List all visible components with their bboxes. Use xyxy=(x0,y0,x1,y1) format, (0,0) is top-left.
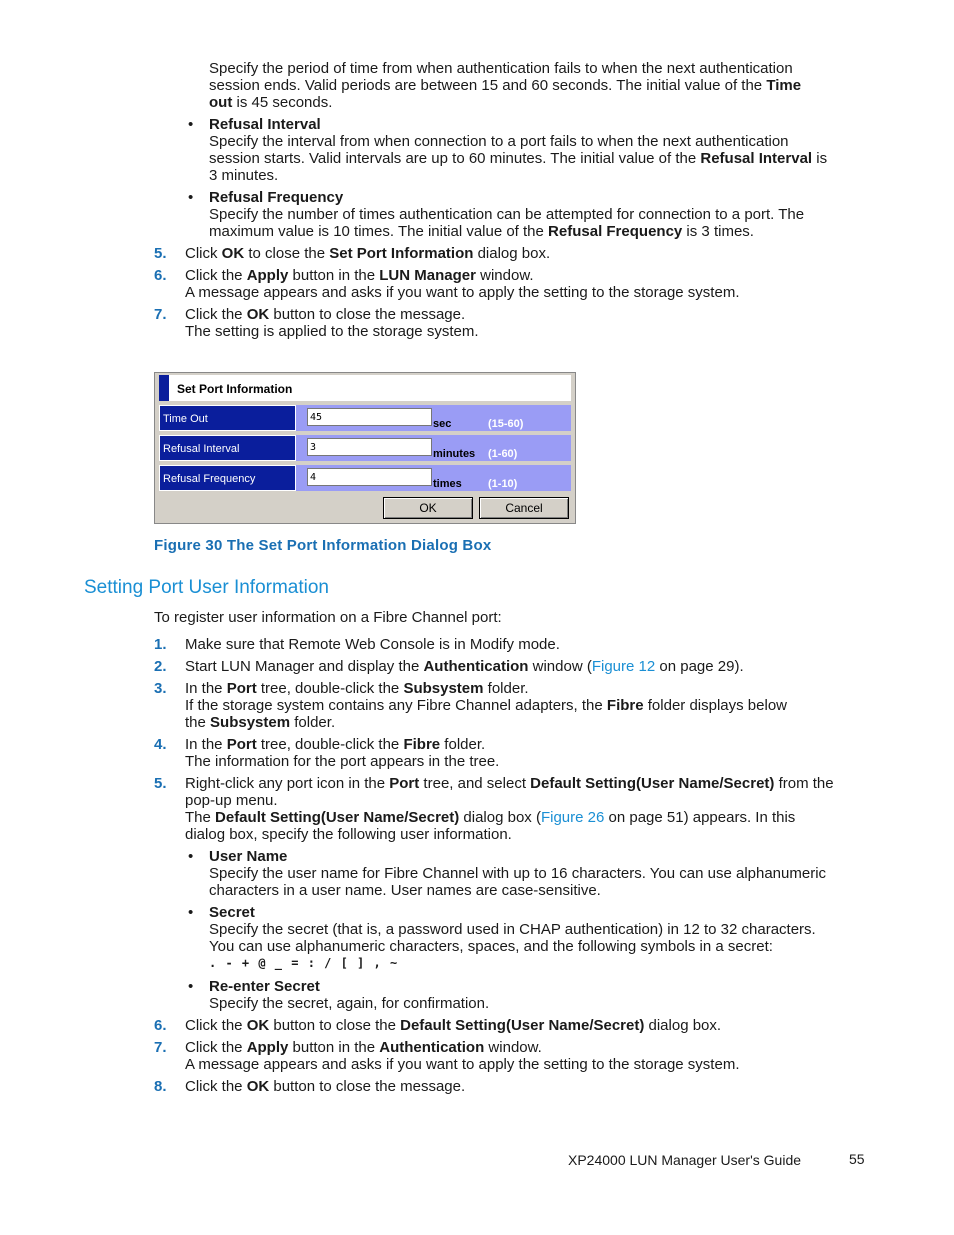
unit-label: sec xyxy=(433,418,452,430)
range-label: (15-60) xyxy=(488,418,524,430)
step-7b: Click the Apply button in the Authentication window. A message appears and asks if you want to apply the setting to the storage system. xyxy=(185,1039,740,1073)
step-3: In the Port tree, double-click the Subsystem folder. If the storage system contains any Fibre Channel adapters, the Fibre folder displays below the Subsystem folder. xyxy=(185,680,788,731)
range-label: (1-10) xyxy=(488,478,518,490)
time-out-row xyxy=(159,405,571,431)
refusal-frequency-label: Refusal Frequency xyxy=(159,465,296,491)
section-intro: To register user information on a Fibre Channel port: xyxy=(154,609,502,626)
section-heading: Setting Port User Information xyxy=(84,577,329,598)
figure-12-link[interactable]: Figure 12 xyxy=(591,658,656,675)
page-number: 55 xyxy=(849,1151,865,1167)
step-5: Click OK to close the Set Port Information dialog box. xyxy=(185,245,551,262)
step-number: 5. xyxy=(154,245,167,262)
refusal-frequency-row xyxy=(159,465,571,491)
refusal-interval-input[interactable] xyxy=(307,438,432,456)
step-2: Start LUN Manager and display the Authentication window (Figure 12 on page 29). xyxy=(185,658,744,675)
step-4: In the Port tree, double-click the Fibre folder. The information for the port appears in the tree. xyxy=(185,736,500,770)
unit-label: times xyxy=(433,478,462,490)
step-number: 2. xyxy=(154,658,167,675)
figure-26-link[interactable]: Figure 26 xyxy=(540,809,605,826)
ok-button[interactable]: OK xyxy=(383,497,473,519)
step-8: Click the OK button to close the message. xyxy=(185,1078,466,1095)
step-number: 7. xyxy=(154,1039,167,1056)
footer-title: XP24000 LUN Manager User's Guide xyxy=(568,1152,802,1168)
step-6b: Click the OK button to close the Default Setting(User Name/Secret) dialog box. xyxy=(185,1017,722,1034)
bullet: • xyxy=(188,848,194,865)
refusal-interval-row xyxy=(159,435,571,461)
bullet: • xyxy=(188,116,194,133)
refusal-interval-item: Refusal Interval Specify the interval from when connection to a port fails to when the next authentication session starts. Valid intervals are up to 60 minutes. The initial value of the Refusal Interval is 3 minutes. xyxy=(209,116,828,184)
cancel-button[interactable]: Cancel xyxy=(479,497,569,519)
dialog-title: Set Port Information xyxy=(177,382,293,396)
dialog-title-bar xyxy=(159,375,571,401)
refusal-frequency-input[interactable] xyxy=(307,468,432,486)
time-out-input[interactable] xyxy=(307,408,432,426)
range-label: (1-60) xyxy=(488,448,518,460)
user-name-item: User Name Specify the user name for Fibre Channel with up to 16 characters. You can use alphanumeric characters in a user name. User names are case-sensitive. xyxy=(209,848,827,899)
secret-item: Secret Specify the secret (that is, a password used in CHAP authentication) in 12 to 32 characters. You can use alphanumeric characters, spaces, and the following symbols in a secret: . - + @ _ = : / [ ] , ~ xyxy=(209,904,816,970)
reenter-secret-item: Re-enter Secret Specify the secret, again, for confirmation. xyxy=(209,978,490,1012)
step-number: 3. xyxy=(154,680,167,697)
step-number: 6. xyxy=(154,267,167,284)
step-6: Click the Apply button in the LUN Manager window. A message appears and asks if you want to apply the setting to the storage system. xyxy=(185,267,740,301)
time-out-description: Specify the period of time from when authentication fails to when the next authentication session ends. Valid periods are between 15 and 60 seconds. The initial value of the Time out is 45 seconds. xyxy=(209,60,802,111)
step-number: 6. xyxy=(154,1017,167,1034)
step-5b: Right-click any port icon in the Port tree, and select Default Setting(User Name/Secret) from the pop-up menu. The Default Setting(User Name/Secret) dialog box (Figure 26 on page 51) appears. In this dialog box, specify the following user information. xyxy=(185,775,834,843)
step-number: 7. xyxy=(154,306,167,323)
bullet: • xyxy=(188,904,194,921)
step-7: Click the OK button to close the message. The setting is applied to the storage system. xyxy=(185,306,479,340)
step-number: 5. xyxy=(154,775,167,792)
unit-label: minutes xyxy=(433,448,476,460)
step-1: Make sure that Remote Web Console is in Modify mode. xyxy=(185,636,560,653)
time-out-label: Time Out xyxy=(159,405,296,431)
step-number: 1. xyxy=(154,636,167,653)
set-port-information-dialog xyxy=(154,372,576,524)
bullet: • xyxy=(188,978,194,995)
refusal-interval-label: Refusal Interval xyxy=(159,435,296,461)
step-number: 8. xyxy=(154,1078,167,1095)
step-number: 4. xyxy=(154,736,167,753)
refusal-frequency-item: Refusal Frequency Specify the number of times authentication can be attempted for connection to a port. The maximum value is 10 times. The initial value of the Refusal Frequency is 3 times. xyxy=(209,189,805,240)
figure-caption: Figure 30 The Set Port Information Dialog Box xyxy=(154,537,492,554)
bullet: • xyxy=(188,189,194,206)
